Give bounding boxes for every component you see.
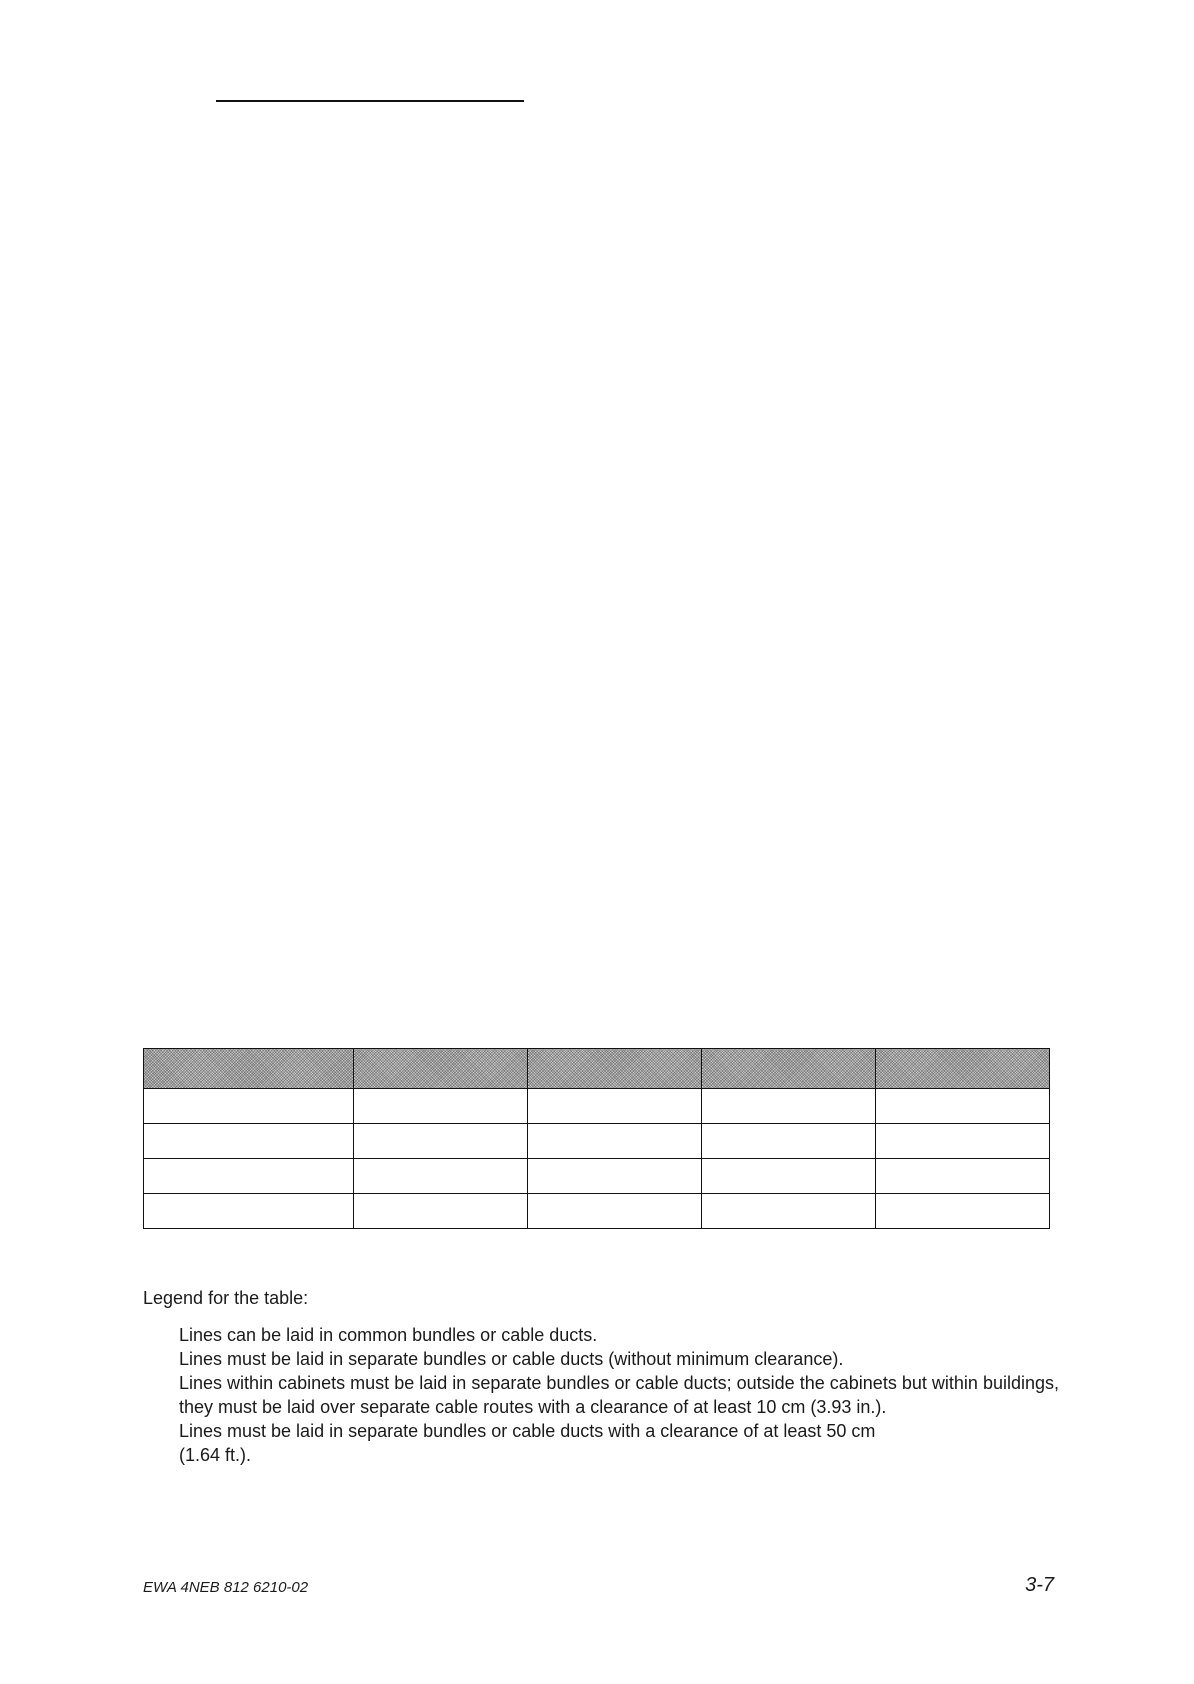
legend-list bbox=[179, 1323, 1059, 1467]
table-cell bbox=[702, 1089, 876, 1124]
table-header-cell bbox=[702, 1049, 876, 1089]
legend-item-separate-routes-10cm: Lines within cabinets must be laid in separate bundles or cable ducts; outside the cabinets but within buildings, they must be laid over separate cable routes with a clearance of at least 10 cm (3.93 in.). bbox=[179, 1373, 1059, 1417]
table-row bbox=[144, 1159, 1050, 1194]
table-cell bbox=[876, 1089, 1050, 1124]
table-header-cell bbox=[354, 1049, 528, 1089]
table-row bbox=[144, 1089, 1050, 1124]
table-cell bbox=[528, 1089, 702, 1124]
footer-page-number: 3-7 bbox=[1025, 1574, 1054, 1596]
table-cell bbox=[354, 1159, 528, 1194]
table-cell bbox=[144, 1194, 354, 1229]
table-cell bbox=[528, 1124, 702, 1159]
table-cell bbox=[354, 1089, 528, 1124]
table-cell bbox=[876, 1159, 1050, 1194]
table-cell bbox=[702, 1124, 876, 1159]
table-cell bbox=[528, 1159, 702, 1194]
table-cell bbox=[528, 1194, 702, 1229]
legend-item-common-bundles: Lines can be laid in common bundles or cable ducts. bbox=[179, 1325, 598, 1345]
cable-routing-table bbox=[143, 1048, 1050, 1229]
table-cell bbox=[876, 1124, 1050, 1159]
section-heading-rule bbox=[216, 100, 524, 102]
table-cell bbox=[144, 1089, 354, 1124]
table-cell bbox=[702, 1194, 876, 1229]
legend-item-separate-bundles: Lines must be laid in separate bundles or cable ducts (without minimum clearance). bbox=[179, 1349, 844, 1369]
table-cell bbox=[144, 1159, 354, 1194]
table-cell bbox=[354, 1194, 528, 1229]
table-cell bbox=[354, 1124, 528, 1159]
table-row bbox=[144, 1194, 1050, 1229]
legend-title: Legend for the table: bbox=[143, 1288, 309, 1308]
table-header-cell bbox=[144, 1049, 354, 1089]
table-cell bbox=[144, 1124, 354, 1159]
footer-document-number: EWA 4NEB 812 6210-02 bbox=[143, 1579, 309, 1596]
table-row bbox=[144, 1124, 1050, 1159]
table-header-row bbox=[144, 1049, 1050, 1089]
table-header-cell bbox=[876, 1049, 1050, 1089]
legend-item-clearance-50cm: Lines must be laid in separate bundles or cable ducts with a clearance of at least 50 cm (1.64 ft.). bbox=[179, 1421, 876, 1465]
table-cell bbox=[876, 1194, 1050, 1229]
table-cell bbox=[702, 1159, 876, 1194]
table-header-cell bbox=[528, 1049, 702, 1089]
